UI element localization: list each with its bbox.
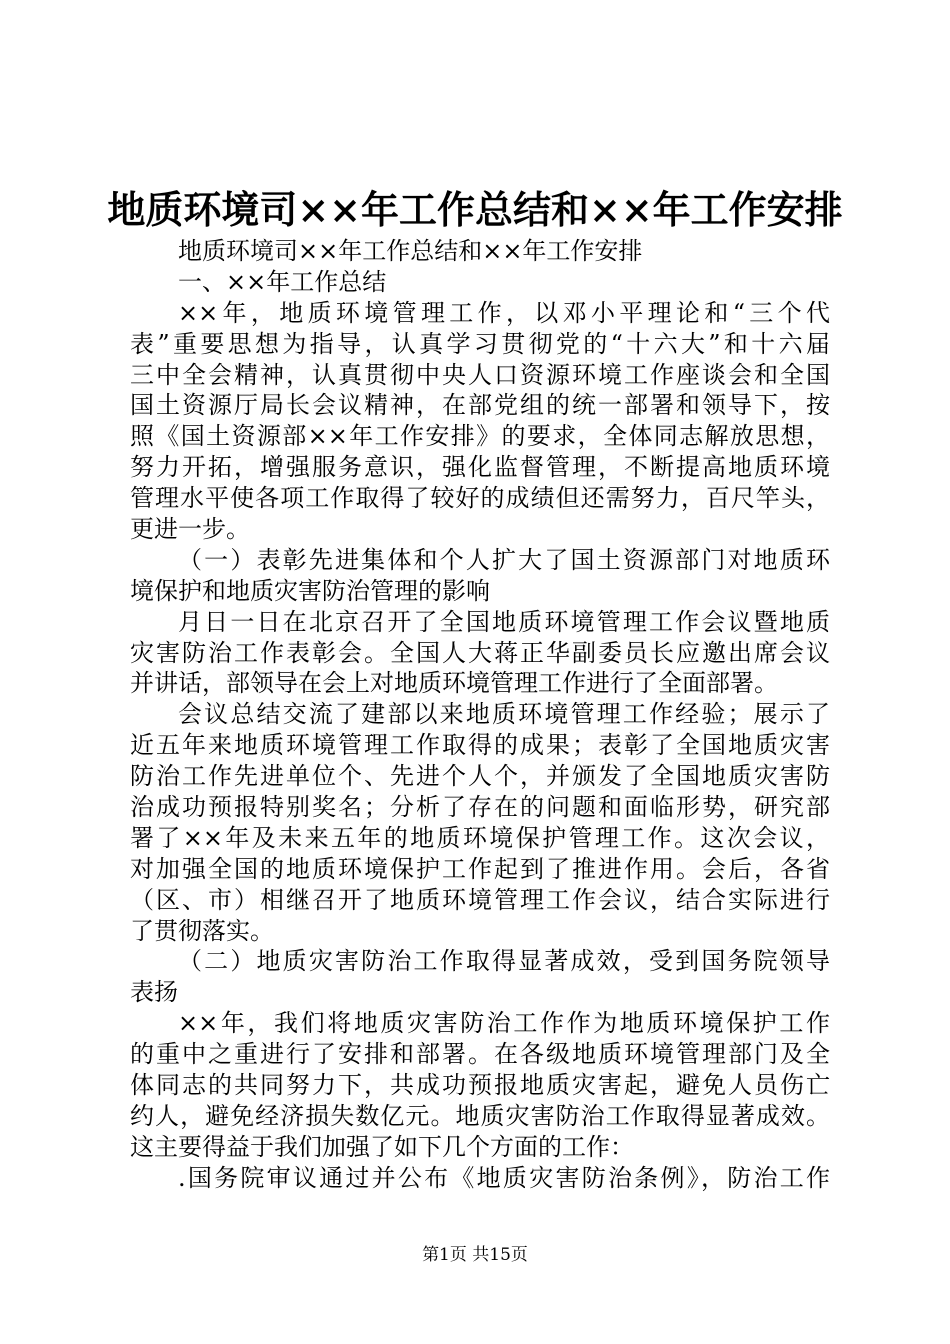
paragraph-line: 近五年来地质环境管理工作取得的成果；表彰了全国地质灾害 bbox=[130, 731, 830, 760]
paragraph-line: ××年，地质环境管理工作，以邓小平理论和“三个代 bbox=[178, 298, 830, 327]
paragraph-line: 署了××年及未来五年的地质环境保护管理工作。这次会议， bbox=[130, 823, 830, 852]
paragraph-line: 努力开拓，增强服务意识，强化监督管理，不断提高地质环境 bbox=[130, 453, 830, 482]
paragraph-line: （一）表彰先进集体和个人扩大了国土资源部门对地质环 bbox=[178, 545, 830, 574]
paragraph-line: 的重中之重进行了安排和部署。在各级地质环境管理部门及全 bbox=[130, 1040, 830, 1069]
paragraph-line: 照《国土资源部××年工作安排》的要求，全体同志解放思想， bbox=[130, 422, 830, 451]
paragraph-line: 更进一步。 bbox=[130, 515, 250, 544]
paragraph-line: 对加强全国的地质环境保护工作起到了推进作用。会后，各省 bbox=[130, 854, 830, 883]
document-title: 地质环境司××年工作总结和××年工作安排 bbox=[107, 187, 843, 232]
paragraph-line: ××年，我们将地质灾害防治工作作为地质环境保护工作 bbox=[178, 1009, 830, 1038]
paragraph-line: 一、××年工作总结 bbox=[178, 267, 387, 296]
paragraph-line: 治成功预报特别奖名；分析了存在的问题和面临形势，研究部 bbox=[130, 793, 830, 822]
paragraph-line: 地质环境司××年工作总结和××年工作安排 bbox=[178, 237, 643, 265]
paragraph-line: .国务院审议通过并公布《地质灾害防治条例》，防治工作 bbox=[178, 1163, 830, 1192]
paragraph-line: 这主要得益于我们加强了如下几个方面的工作： bbox=[130, 1132, 634, 1161]
paragraph-line: 了贯彻落实。 bbox=[130, 916, 274, 945]
paragraph-line: 防治工作先进单位个、先进个人个，并颁发了全国地质灾害防 bbox=[130, 762, 830, 791]
paragraph-line: 会议总结交流了建部以来地质环境管理工作经验；展示了 bbox=[178, 700, 830, 729]
paragraph-line: 管理水平使各项工作取得了较好的成绩但还需努力，百尺竿头， bbox=[130, 484, 830, 513]
paragraph-line: （区、市）相继召开了地质环境管理工作会议，结合实际进行 bbox=[130, 885, 830, 914]
paragraph-line: 国土资源厅局长会议精神，在部党组的统一部署和领导下，按 bbox=[130, 391, 830, 420]
page-number-footer: 第1页 共15页 bbox=[422, 1245, 528, 1265]
paragraph-line: 约人，避免经济损失数亿元。地质灾害防治工作取得显著成效。 bbox=[130, 1101, 830, 1130]
document-body bbox=[130, 236, 830, 1194]
paragraph-line: 月日一日在北京召开了全国地质环境管理工作会议暨地质 bbox=[178, 607, 830, 636]
paragraph-line: 表”重要思想为指导，认真学习贯彻党的“十六大”和十六届 bbox=[130, 329, 830, 358]
paragraph-line: 体同志的共同努力下，共成功预报地质灾害起，避免人员伤亡 bbox=[130, 1071, 830, 1100]
paragraph-line: 表扬 bbox=[130, 978, 178, 1007]
paragraph-line: 境保护和地质灾害防治管理的影响 bbox=[130, 576, 490, 605]
paragraph-line: 三中全会精神，认真贯彻中央人口资源环境工作座谈会和全国 bbox=[130, 360, 830, 389]
paragraph-line: （二）地质灾害防治工作取得显著成效，受到国务院领导 bbox=[178, 947, 830, 976]
paragraph-line: 灾害防治工作表彰会。全国人大蒋正华副委员长应邀出席会议 bbox=[130, 638, 830, 667]
paragraph-line: 并讲话，部领导在会上对地质环境管理工作进行了全面部署。 bbox=[130, 669, 778, 698]
